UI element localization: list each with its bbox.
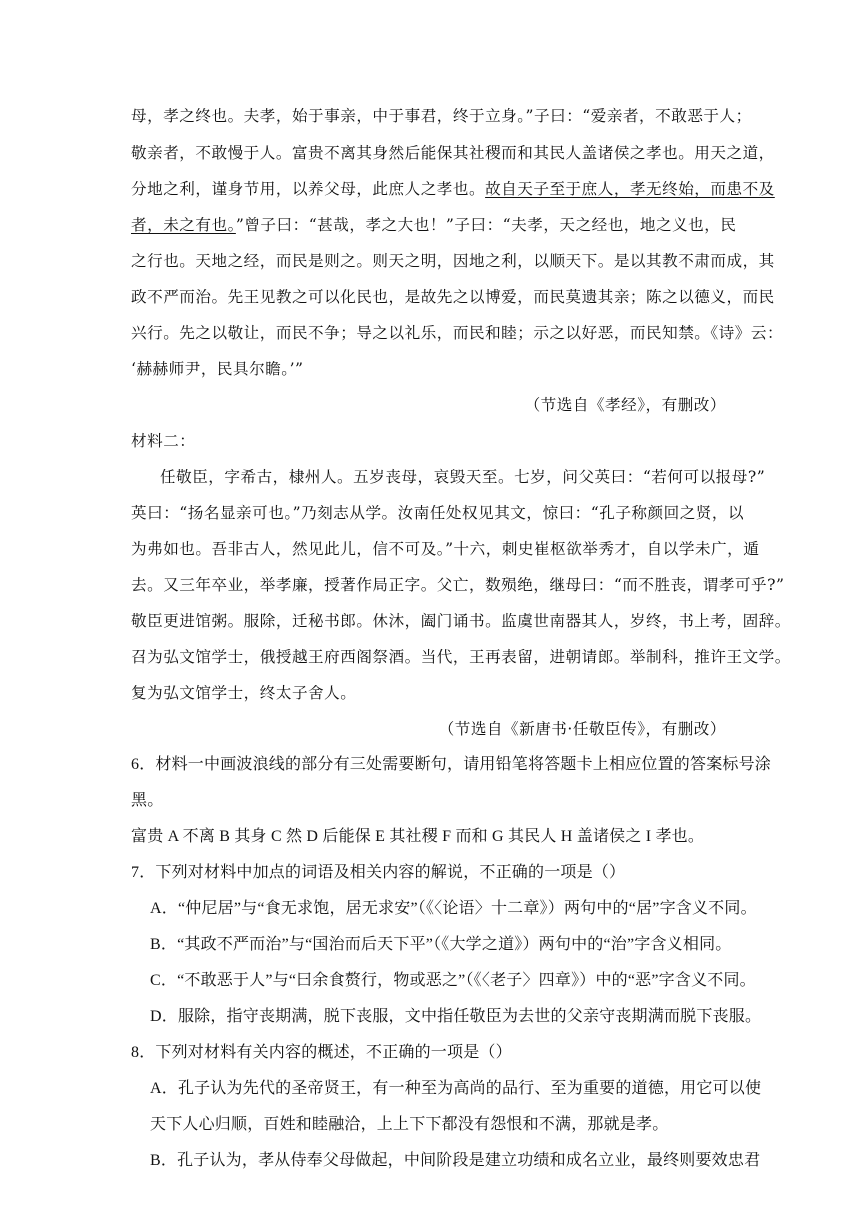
material1-line-3-plain: 分地之利，谨身节用，以养父母，此庶人之孝也。: [131, 180, 486, 198]
question-8-option-b: B．孔子认为，孝从侍奉父母做起，中间阶段是建立功绩和成名立业，最终则要效忠君: [150, 1152, 761, 1169]
question-6-options: 富贵 A 不离 B 其身 C 然 D 后能保 E 其社稷 F 而和 G 其民人 H 盖诸侯之 I 孝也。: [131, 828, 705, 845]
material1-line-8: ‘赫赫师尹，民具尔瞻。’”: [131, 360, 304, 378]
question-6-stem: 6．材料一中画波浪线的部分有三处需要断句，请用铅笔将答题卡上相应位置的答案标号涂: [131, 756, 772, 773]
material2-heading: 材料二：: [131, 432, 196, 450]
material2-line-4: 去。又三年卒业，举孝廉，授著作局正字。父亡，数殒绝，继母曰：“而不胜丧，谓孝可乎?”: [131, 576, 785, 594]
question-8-option-a: A．孔子认为先代的圣帝贤王，有一种至为高尚的品行、至为重要的道德，用它可以使: [150, 1080, 762, 1097]
question-7-option-d: D．服除，指守丧期满，脱下丧服，文中指任敬臣为去世的父亲守丧期满而脱下丧服。: [150, 1008, 762, 1025]
material2-source: （节选自《新唐书·任敬臣传》，有删改）: [438, 720, 726, 738]
material1-line-2: 敬亲者，不敢慢于人。富贵不离其身然后能保其社稷而和其民人盖诸侯之孝也。用天之道，: [131, 144, 775, 162]
material1-line-7: 兴行。先之以敬让，而民不争；导之以礼乐，而民和睦；示之以好恶，而民知禁。《诗》云：: [131, 324, 784, 342]
question-8-stem: 8．下列对材料有关内容的概述，不正确的一项是（）: [131, 1044, 512, 1061]
question-7-option-c: C．“不敢恶于人”与“曰余食赘行，物或恶之”（《〈老子〉四章》）中的“恶”字含义不同。: [150, 972, 756, 989]
material2-line-2: 英曰：“扬名显亲可也。”乃刻志从学。汝南任处权见其文，惊曰：“孔子称颜回之贤，以: [131, 504, 745, 522]
material2-line-7: 复为弘文馆学士，终太子舍人。: [131, 684, 357, 702]
question-7-option-a: A．“仲尼居”与“食无求饱，居无求安”（《〈论语〉十二章》）两句中的“居”字含义不同。: [150, 900, 757, 917]
material1-line-1: 母，孝之终也。夫孝，始于事亲，中于事君，终于立身。”子曰：“爱亲者，不敢恶于人；: [131, 107, 752, 125]
material2-line-3: 为弗如也。吾非古人，然见此儿，信不可及。”十六，刺史崔枢欲举秀才，自以学未广，遁: [131, 540, 760, 558]
underlined-passage-part-2: 者，未之有也。: [131, 216, 236, 234]
question-6-stem-cont: 黑。: [131, 792, 164, 809]
material2-line-6: 召为弘文馆学士，俄授越王府西阁祭酒。当代，王再表留，进朝请郎。举制科，推许王文学。: [131, 648, 791, 666]
material2-line-1: 任敬臣，字希古，棣州人。五岁丧母，哀毁天至。七岁，问父英曰：“若何可以报母?”: [160, 468, 766, 486]
question-8-option-a-cont: 天下人心归顺，百姓和睦融洽，上上下下都没有怨恨和不满，那就是孝。: [150, 1116, 669, 1133]
underlined-passage-part-1: 故自天子至于庶人，孝无终始，而患不及: [485, 180, 775, 198]
material2-line-5: 敬臣更进馆粥。服除，迁秘书郎。休沐，阖门诵书。监虞世南器其人，岁终，书上考，固辞。: [131, 612, 791, 630]
material1-line-5: 之行也。天地之经，而民是则之。则天之明，因地之利，以顺天下。是以其教不肃而成，其: [131, 252, 775, 270]
material1-source: （节选自《孝经》，有删改）: [524, 396, 726, 414]
material1-line-6: 政不严而治。先王见教之可以化民也，是故先之以博爱，而民莫遗其亲；陈之以德义，而民: [131, 288, 775, 306]
material1-line-4: [131, 215, 737, 235]
material1-line-3: [131, 179, 775, 199]
question-7-option-b: B．“其政不严而治”与“国治而后天下平”（《大学之道》）两句中的“治”字含义相同。: [150, 936, 732, 953]
material1-line-4-plain: ”曾子曰：“甚哉，孝之大也！”子曰：“夫孝，天之经也，地之义也，民: [235, 216, 737, 234]
question-7-stem: 7．下列对材料中加点的词语及相关内容的解说，不正确的一项是（）: [131, 864, 626, 881]
